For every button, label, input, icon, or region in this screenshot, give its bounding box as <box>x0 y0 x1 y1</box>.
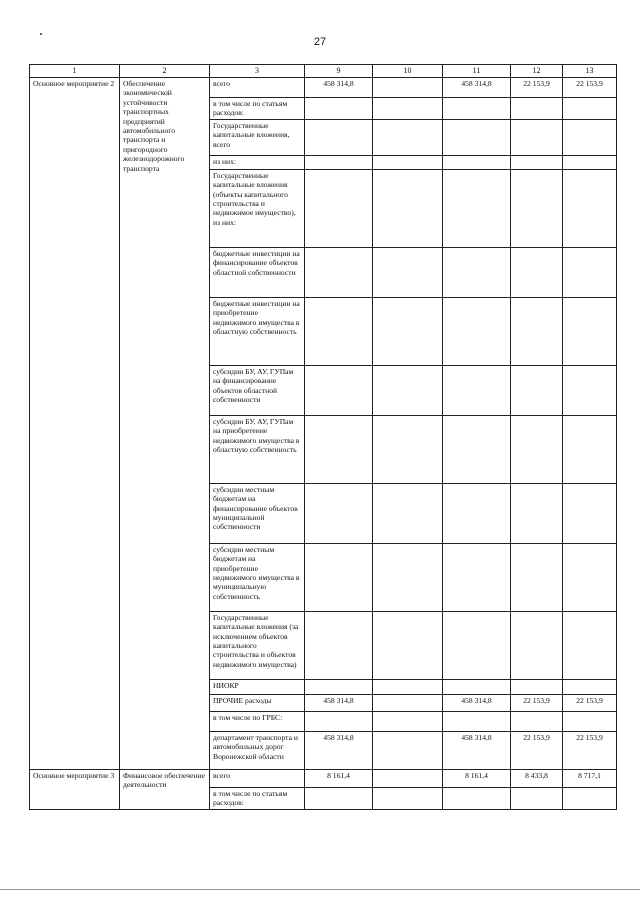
expense-label: НИОКР <box>210 679 305 694</box>
value-cell-13 <box>563 543 617 611</box>
value-cell-9 <box>305 787 373 809</box>
value-cell-12 <box>511 365 563 415</box>
value-cell-10 <box>373 247 443 297</box>
value-cell-13 <box>563 155 617 169</box>
expense-label: субсидии местным бюджетам на приобретение недвижимого имущества в муниципальную собственность <box>210 543 305 611</box>
value-cell-13 <box>563 297 617 365</box>
value-cell-9 <box>305 711 373 731</box>
value-cell-10 <box>373 543 443 611</box>
value-cell-9: 458 314,8 <box>305 694 373 711</box>
value-cell-11 <box>443 297 511 365</box>
expense-label: субсидии БУ, АУ, ГУПам на финансирование объектов областной собственности <box>210 365 305 415</box>
value-cell-9 <box>305 611 373 679</box>
value-cell-13 <box>563 119 617 155</box>
value-cell-12 <box>511 297 563 365</box>
value-cell-11 <box>443 98 511 120</box>
value-cell-9 <box>305 297 373 365</box>
scan-edge-line <box>0 889 640 890</box>
value-cell-9 <box>305 169 373 247</box>
value-cell-10 <box>373 169 443 247</box>
value-cell-10 <box>373 611 443 679</box>
value-cell-10 <box>373 155 443 169</box>
block-main-activity-2 <box>30 78 617 770</box>
value-cell-9: 8 161,4 <box>305 769 373 787</box>
budget-table <box>29 64 617 810</box>
value-cell-12 <box>511 679 563 694</box>
header-cell: 1 <box>30 65 120 78</box>
value-cell-11 <box>443 483 511 543</box>
expense-label: в том числе по статьям расходов: <box>210 787 305 809</box>
value-cell-10 <box>373 415 443 483</box>
expense-label: бюджетные инвестиции на приобретение недвижимого имущества в областную собственность <box>210 297 305 365</box>
value-cell-13 <box>563 611 617 679</box>
expense-label: всего <box>210 78 305 98</box>
value-cell-12 <box>511 787 563 809</box>
value-cell-11 <box>443 155 511 169</box>
value-cell-11 <box>443 611 511 679</box>
value-cell-12 <box>511 98 563 120</box>
value-cell-10 <box>373 365 443 415</box>
value-cell-9 <box>305 543 373 611</box>
header-cell: 2 <box>120 65 210 78</box>
value-cell-12 <box>511 611 563 679</box>
header-cell: 11 <box>443 65 511 78</box>
expense-label: Государственные капитальные вложения, всего <box>210 119 305 155</box>
value-cell-10 <box>373 679 443 694</box>
value-cell-9 <box>305 415 373 483</box>
value-cell-10 <box>373 694 443 711</box>
value-cell-10 <box>373 119 443 155</box>
value-cell-12 <box>511 119 563 155</box>
table-row <box>30 78 617 98</box>
value-cell-12: 22 153,9 <box>511 78 563 98</box>
expense-label: субсидии местным бюджетам на финансирование объектов муниципальной собственности <box>210 483 305 543</box>
header-cell: 9 <box>305 65 373 78</box>
expense-label: ПРОЧИЕ расходы <box>210 694 305 711</box>
table-row <box>30 769 617 787</box>
activity-name: Основное мероприятие 2 <box>30 78 120 770</box>
expense-label: всего <box>210 769 305 787</box>
header-cell: 13 <box>563 65 617 78</box>
value-cell-10 <box>373 711 443 731</box>
value-cell-12 <box>511 169 563 247</box>
value-cell-13 <box>563 247 617 297</box>
value-cell-13 <box>563 365 617 415</box>
value-cell-10 <box>373 483 443 543</box>
value-cell-9 <box>305 98 373 120</box>
value-cell-11 <box>443 711 511 731</box>
value-cell-9: 458 314,8 <box>305 78 373 98</box>
page-number: 27 <box>313 36 327 48</box>
value-cell-9 <box>305 155 373 169</box>
value-cell-9 <box>305 247 373 297</box>
value-cell-10 <box>373 297 443 365</box>
block-main-activity-3 <box>30 769 617 809</box>
value-cell-13: 22 153,9 <box>563 731 617 769</box>
value-cell-9 <box>305 119 373 155</box>
value-cell-12: 22 153,9 <box>511 694 563 711</box>
value-cell-12: 8 433,8 <box>511 769 563 787</box>
expense-label: бюджетные инвестиции на финансирование объектов областной собственности <box>210 247 305 297</box>
value-cell-10 <box>373 731 443 769</box>
value-cell-11 <box>443 415 511 483</box>
value-cell-11 <box>443 543 511 611</box>
value-cell-13: 22 153,9 <box>563 78 617 98</box>
value-cell-11 <box>443 787 511 809</box>
value-cell-12 <box>511 711 563 731</box>
scan-speck <box>40 33 42 35</box>
value-cell-11 <box>443 365 511 415</box>
value-cell-12 <box>511 415 563 483</box>
value-cell-9 <box>305 483 373 543</box>
value-cell-11 <box>443 169 511 247</box>
value-cell-12 <box>511 543 563 611</box>
header-cell: 12 <box>511 65 563 78</box>
expense-label: департамент транспорта и автомобильных дорог Воронежской области <box>210 731 305 769</box>
value-cell-11: 458 314,8 <box>443 694 511 711</box>
value-cell-13 <box>563 679 617 694</box>
value-cell-11: 458 314,8 <box>443 78 511 98</box>
value-cell-9: 458 314,8 <box>305 731 373 769</box>
value-cell-12 <box>511 483 563 543</box>
value-cell-13: 22 153,9 <box>563 694 617 711</box>
value-cell-12 <box>511 155 563 169</box>
value-cell-10 <box>373 98 443 120</box>
expense-label: в том числе по ГРБС: <box>210 711 305 731</box>
value-cell-10 <box>373 787 443 809</box>
header-row <box>30 65 617 78</box>
header-cell: 3 <box>210 65 305 78</box>
expense-label: субсидии БУ, АУ, ГУПам на приобретение недвижимого имущества в областную собственность <box>210 415 305 483</box>
expense-label: из них: <box>210 155 305 169</box>
value-cell-13 <box>563 483 617 543</box>
expense-label: в том числе по статьям расходов: <box>210 98 305 120</box>
activity-description: Финансовое обеспечение деятельности <box>120 769 210 809</box>
value-cell-13 <box>563 415 617 483</box>
value-cell-11: 458 314,8 <box>443 731 511 769</box>
value-cell-13 <box>563 98 617 120</box>
value-cell-12 <box>511 247 563 297</box>
value-cell-9 <box>305 679 373 694</box>
expense-label: Государственные капитальные вложения (за исключением объектов капитального строительства и объектов недвижимого имущества) <box>210 611 305 679</box>
value-cell-11 <box>443 247 511 297</box>
activity-name: Основное мероприятие 3 <box>30 769 120 809</box>
value-cell-13: 8 717,1 <box>563 769 617 787</box>
value-cell-10 <box>373 78 443 98</box>
value-cell-13 <box>563 787 617 809</box>
value-cell-9 <box>305 365 373 415</box>
value-cell-11: 8 161,4 <box>443 769 511 787</box>
value-cell-12: 22 153,9 <box>511 731 563 769</box>
activity-description: Обеспечение экономической устойчивости транспортных предприятий автомобильного транспорта и пригородного железнодорожного транспорта <box>120 78 210 770</box>
expense-label: Государственные капитальные вложения (объекты капитального строительства и недвижимое имущество), из них: <box>210 169 305 247</box>
value-cell-11 <box>443 119 511 155</box>
value-cell-10 <box>373 769 443 787</box>
value-cell-11 <box>443 679 511 694</box>
header-cell: 10 <box>373 65 443 78</box>
value-cell-13 <box>563 711 617 731</box>
value-cell-13 <box>563 169 617 247</box>
